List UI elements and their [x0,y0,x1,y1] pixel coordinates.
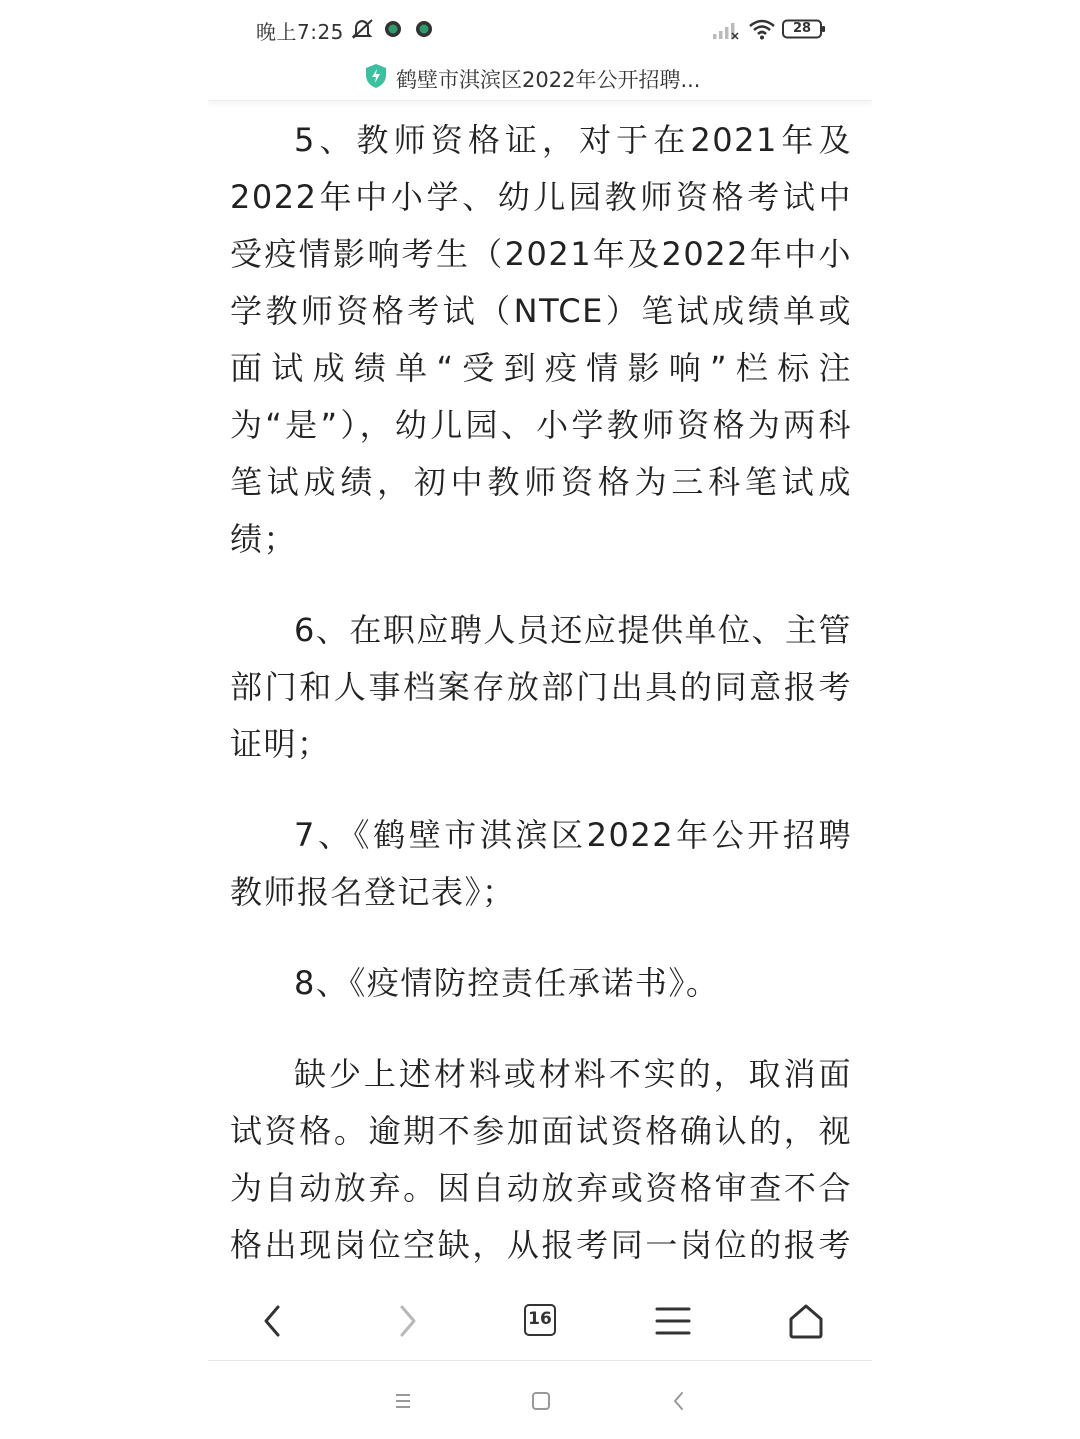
article-paragraph: 6、在职应聘人员还应提供单位、主管部门和人事档案存放部门出具的同意报考证明； [230,611,852,763]
recent-apps-button[interactable] [388,1387,418,1417]
menu-button[interactable] [645,1295,701,1347]
status-time: 晚上7:25 [256,20,344,44]
battery-icon [782,19,826,39]
notification-app-icon [384,20,402,42]
home-icon [526,1387,556,1417]
battery-level: 28 [792,21,812,36]
article-content [230,112,852,1282]
article-paragraph: 7、《鹤壁市淇滨区2022年公开招聘教师报名登记表》； [230,816,852,911]
back-button[interactable] [244,1295,300,1347]
home-button[interactable] [778,1295,834,1347]
tab-count: 16 [524,1304,556,1336]
forward-button[interactable] [380,1295,436,1347]
menu-icon [388,1387,418,1417]
back-icon [244,1295,300,1347]
signal-icon [713,22,739,44]
mute-icon [350,18,376,44]
status-bar [208,0,872,58]
browser-toolbar [208,1282,872,1361]
article-paragraph: 8、《疫情防控责任承诺书》。 [294,964,720,1002]
article-paragraph: 5、教师资格证，对于在2021年及2022年中小学、幼儿园教师资格考试中受疫情影响考生（2021年及2022年中小学教师资格考试（NTCE）笔试成绩单或面试成绩单“受到疫情影响”栏标注为“是”），幼儿园、小学教师资格为两科笔试成绩，初中教师资格为三科笔试成绩； [230,121,852,558]
phone-screen [208,0,872,1439]
home-icon [778,1295,834,1347]
forward-icon [380,1295,436,1347]
notification-app-icon [415,20,433,42]
article-paragraph: 缺少上述材料或材料不实的，取消面试资格。逾期不参加面试资格确认的，视为自动放弃。因自动放弃或资格审查不合格出现岗位空缺，从报考同一岗位的报考 [230,1055,852,1264]
back-icon [664,1387,694,1417]
system-navigation-bar [208,1361,872,1439]
secure-shield-icon [365,63,387,93]
wifi-icon [748,18,776,44]
tabs-button[interactable] [512,1295,568,1347]
menu-icon [645,1295,701,1347]
system-home-button[interactable] [526,1387,556,1417]
system-back-button[interactable] [664,1387,694,1417]
address-bar[interactable] [208,58,872,101]
page-title: 鹤壁市淇滨区2022年公开招聘... [396,68,701,92]
